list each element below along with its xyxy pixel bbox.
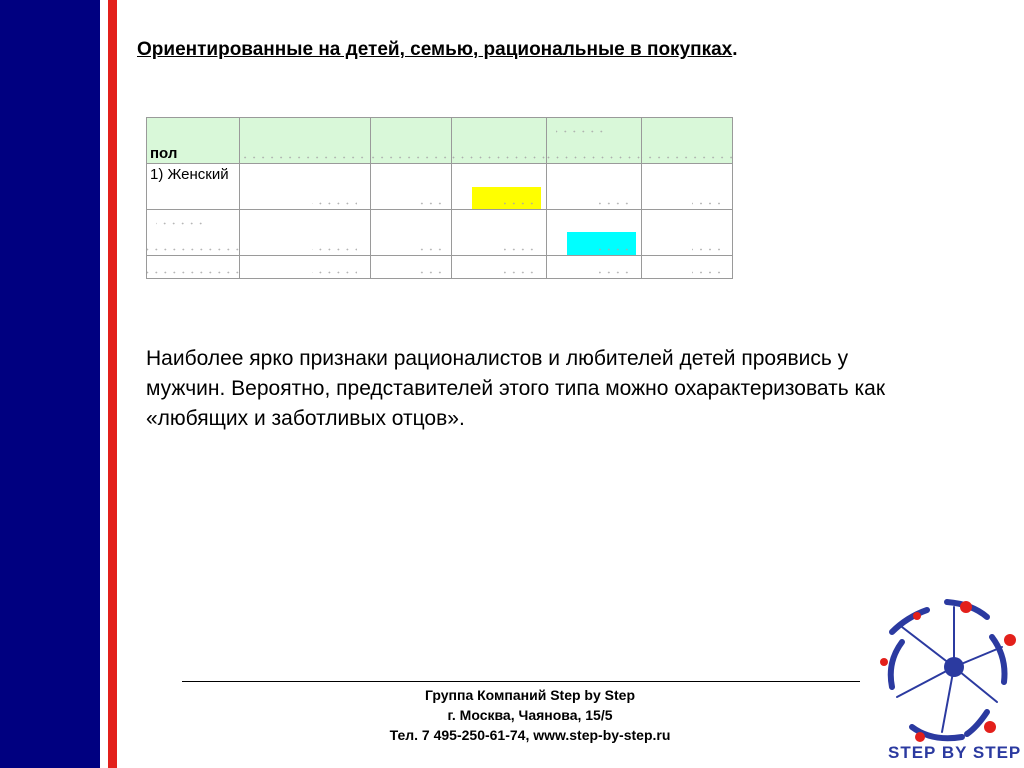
step-by-step-logo-icon [872, 592, 1018, 764]
table-row [147, 256, 733, 279]
table-cell [452, 164, 547, 210]
faded-text [504, 202, 537, 205]
row-label-female: 1) Женский [150, 166, 229, 183]
table-cell [240, 164, 371, 210]
faded-text [147, 271, 239, 274]
faded-text [452, 156, 546, 159]
slide-title-text: Ориентированные на детей, семью, рациональные в покупках [137, 39, 733, 60]
faded-text [312, 271, 358, 274]
table-cell [547, 256, 642, 279]
faded-text [504, 248, 537, 251]
left-blue-band [0, 0, 100, 768]
faded-text [415, 271, 443, 274]
table-cell [547, 164, 642, 210]
slide-title-period: . [732, 39, 738, 60]
table-cell [147, 210, 240, 256]
table-header-cell [642, 118, 733, 164]
table-cell [452, 256, 547, 279]
faded-text [547, 156, 641, 159]
body-paragraph: Наиболее ярко признаки рационалистов и любителей детей проявись у мужчин. Вероятно, представителей этого типа можно охарактеризовать как «любящих и заботливых отцов». [146, 347, 886, 430]
faded-text [692, 271, 724, 274]
faded-text [371, 156, 451, 159]
logo-text: STEP BY STEP [888, 743, 1022, 762]
table-header-row [147, 118, 733, 164]
faded-text [504, 271, 537, 274]
footer-company: Группа Компаний Step by Step [424, 687, 635, 703]
faded-text [415, 202, 443, 205]
cyan-highlight [567, 232, 636, 255]
table-header-cell [452, 118, 547, 164]
table-cell [240, 210, 371, 256]
table-cell [240, 256, 371, 279]
table-header-cell [371, 118, 452, 164]
table-header-cell [240, 118, 371, 164]
white-stripe [100, 0, 108, 768]
faded-text [642, 156, 732, 159]
header-label-gender: пол [150, 145, 178, 162]
faded-text [415, 248, 443, 251]
footer-contacts: Тел. 7 495-250-61-74, www.step-by-step.ru [389, 727, 671, 743]
faded-text [556, 130, 603, 133]
table-cell [371, 256, 452, 279]
table-cell [452, 210, 547, 256]
red-stripe [108, 0, 117, 768]
table-header-cell [547, 118, 642, 164]
faded-text [599, 202, 632, 205]
faded-text [156, 222, 202, 225]
table-header-cell [147, 118, 240, 164]
table-row [147, 210, 733, 256]
faded-text [240, 156, 370, 159]
yellow-highlight [472, 187, 541, 209]
data-table [146, 117, 733, 279]
faded-text [599, 271, 632, 274]
table-cell [147, 256, 240, 279]
faded-text [312, 202, 358, 205]
faded-text [599, 248, 632, 251]
footer [300, 685, 760, 745]
faded-text [692, 248, 724, 251]
table-cell [371, 210, 452, 256]
table-cell [642, 256, 733, 279]
slide-title [137, 39, 738, 61]
footer-address: г. Москва, Чаянова, 15/5 [447, 707, 613, 723]
faded-text [312, 248, 358, 251]
table-cell [547, 210, 642, 256]
table-cell [642, 210, 733, 256]
table-cell [147, 164, 240, 210]
faded-text [147, 248, 239, 251]
table-row [147, 164, 733, 210]
footer-divider [182, 681, 860, 682]
table-cell [642, 164, 733, 210]
faded-text [692, 202, 724, 205]
table-cell [371, 164, 452, 210]
